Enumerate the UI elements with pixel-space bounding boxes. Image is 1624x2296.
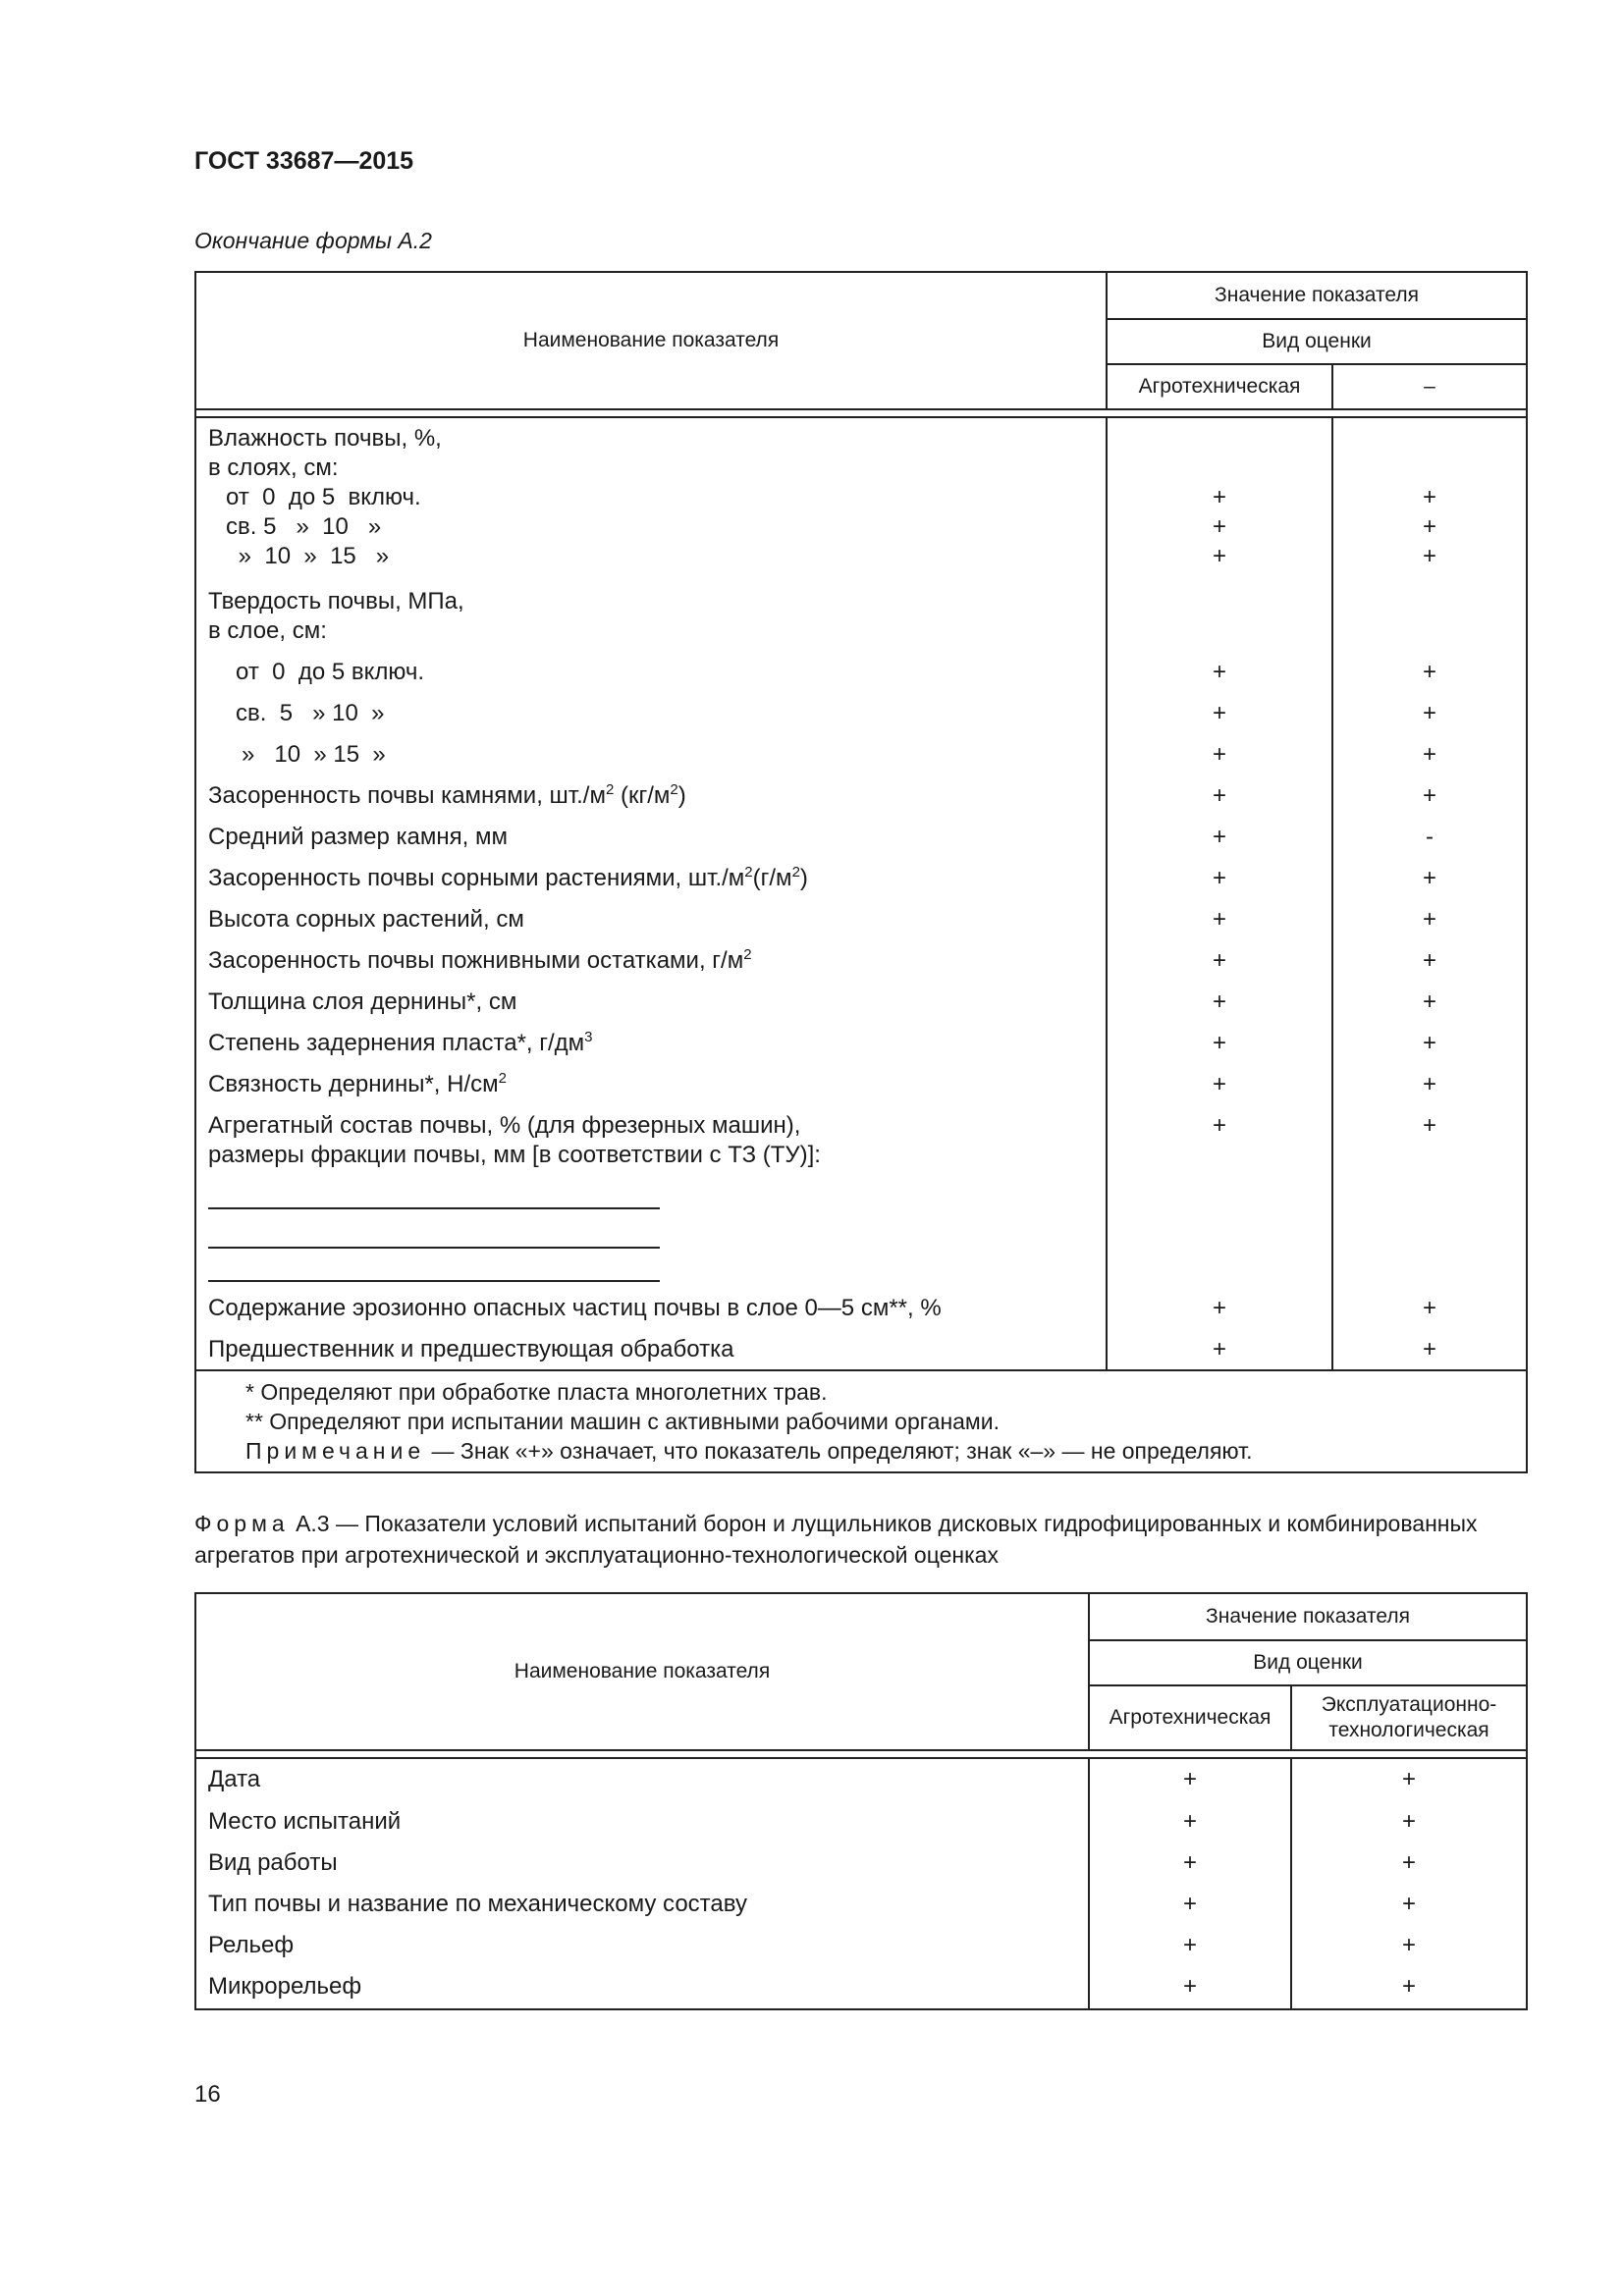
mark-agro: + (1107, 811, 1332, 852)
mark-agro: + (1107, 646, 1332, 687)
col-header-agro: Агротехническая (1107, 364, 1332, 409)
table-row (195, 1964, 1527, 2009)
row-label: Дата (208, 1766, 261, 1792)
col-header-name: Наименование показателя (195, 1593, 1089, 1750)
document-code: ГОСТ 33687—2015 (194, 147, 414, 175)
mark-agro: + (1107, 893, 1332, 934)
mark-other: - (1426, 824, 1434, 850)
mark-agro: + (1107, 687, 1332, 728)
mark-exploit: + (1402, 1849, 1417, 1876)
row-label: Агрегатный состав почвы, % (для фрезерных машин), (208, 1112, 801, 1139)
table-row (195, 852, 1527, 893)
row-label: Место испытаний (208, 1808, 402, 1835)
table-row (195, 1799, 1527, 1841)
footnote: * Определяют при обработке пласта многолетних трав. (245, 1379, 828, 1405)
row-label: Засоренность почвы пожнивными остатками, $г/м^2$ (208, 946, 752, 974)
mark-agro: + (1107, 1058, 1332, 1099)
table-row (195, 687, 1527, 728)
row-label: от 0 до 5 включ. (236, 659, 425, 685)
mark-agro: + (1107, 1017, 1332, 1058)
row-label: Засоренность почвы сорными растениями, $шт./м^2(г/м^2)$ (208, 864, 808, 891)
mark-other: + (1423, 947, 1437, 974)
form-a2-table (194, 271, 1528, 1473)
row-label: Микрорельеф (208, 1973, 362, 2000)
mark-agro: + (1089, 1841, 1291, 1882)
mark-agro: + (1089, 1964, 1291, 2009)
mark-other: + (1423, 659, 1437, 685)
row-label: Содержание эрозионно опасных частиц почвы в слое 0—5 см**, % (208, 1295, 942, 1321)
table-row (195, 417, 1527, 483)
mark-agro: + (1107, 728, 1332, 770)
col-header-kind: Вид оценки (1089, 1640, 1527, 1685)
mark-agro: + (1212, 513, 1226, 540)
row-label: Твердость почвы, МПа, (208, 588, 464, 614)
mark-exploit: + (1402, 1766, 1417, 1792)
row-label: Степень задернения пласта*, $г/дм^3$ (208, 1029, 593, 1056)
row-label: Средний размер камня, мм (208, 824, 508, 850)
table-row (195, 934, 1527, 976)
table-row (195, 1017, 1527, 1058)
row-label: в слое, см: (208, 617, 327, 644)
row-label: в слоях, см: (208, 454, 339, 481)
mark-exploit: + (1402, 1973, 1417, 2000)
form-caption-text: А.3 — Показатели условий испытаний борон и лущильников дисковых гидрофицированных и комбинированных агрегатов при агротехнической и эксплуатационно-технологической оценках (194, 1511, 1478, 1568)
form-continuation-caption: Окончание формы А.2 (194, 228, 432, 253)
mark-other: + (1423, 1112, 1437, 1139)
mark-agro: + (1212, 543, 1226, 569)
table-row (195, 1323, 1527, 1370)
blank-line (208, 1249, 660, 1282)
row-label: размеры фракции почвы, мм [в соответствии с ТЗ (ТУ)]: (208, 1142, 821, 1168)
col-header-dash: – (1332, 364, 1527, 409)
mark-other: + (1423, 1295, 1437, 1321)
mark-agro: + (1089, 1758, 1291, 1799)
mark-agro: + (1107, 852, 1332, 893)
note-text: — Знак «+» означает, что показатель определяют; знак «–» — не определяют. (425, 1438, 1253, 1464)
mark-exploit: + (1402, 1932, 1417, 1958)
form-a3-table (194, 1592, 1528, 2010)
mark-other: + (1423, 484, 1437, 510)
mark-other: + (1423, 865, 1437, 891)
col-header-agro: Агротехническая (1089, 1685, 1291, 1750)
table-note (245, 1436, 1526, 1466)
row-label: от 0 до 5 включ. (226, 484, 421, 510)
mark-agro: + (1107, 770, 1332, 811)
mark-agro: + (1107, 934, 1332, 976)
mark-other: + (1423, 1030, 1437, 1056)
table-row (195, 483, 1527, 571)
row-label: Засоренность почвы камнями, $шт./м^2$ $(кг/м^2)$ (208, 781, 686, 809)
col-header-value: Значение показателя (1107, 272, 1527, 319)
table-row (195, 571, 1527, 646)
table-row (195, 770, 1527, 811)
footnote: ** Определяют при испытании машин с активными рабочими органами. (245, 1409, 1000, 1434)
row-label: Рельеф (208, 1932, 295, 1958)
note-label: Примечание (245, 1438, 426, 1464)
table-row (195, 1758, 1527, 1799)
mark-other: + (1423, 543, 1437, 569)
row-label: Тип почвы и название по механическому составу (208, 1891, 747, 1917)
col-header-name: Наименование показателя (195, 272, 1107, 409)
mark-agro: + (1089, 1799, 1291, 1841)
mark-agro: + (1107, 1282, 1332, 1323)
mark-agro: + (1089, 1923, 1291, 1964)
row-label: Предшественник и предшествующая обработка (208, 1336, 734, 1362)
page-number: 16 (194, 2081, 221, 2108)
row-label: Влажность почвы, %, (208, 425, 442, 452)
table-row (195, 728, 1527, 770)
row-label: Связность дернины*, $Н/см^2$ (208, 1070, 507, 1097)
table-row (195, 646, 1527, 687)
mark-other: + (1423, 988, 1437, 1015)
col-header-value: Значение показателя (1089, 1593, 1527, 1640)
table-row (195, 1882, 1527, 1923)
row-label: св. 5 » 10 » (226, 513, 382, 540)
mark-agro: + (1089, 1882, 1291, 1923)
table-row (195, 893, 1527, 934)
col-header-exploit: Эксплуатационно- технологическая (1291, 1685, 1527, 1750)
mark-agro: + (1107, 1323, 1332, 1370)
mark-agro: + (1212, 484, 1226, 510)
row-label: » 10 » 15 » (232, 543, 390, 569)
mark-other: + (1423, 782, 1437, 809)
table-row (195, 976, 1527, 1017)
row-label: Высота сорных растений, см (208, 906, 524, 933)
table-row (195, 811, 1527, 852)
mark-exploit: + (1402, 1891, 1417, 1917)
mark-other: + (1423, 700, 1437, 726)
row-label: Вид работы (208, 1849, 338, 1876)
mark-other: + (1423, 906, 1437, 933)
mark-other: + (1423, 513, 1437, 540)
mark-exploit: + (1402, 1808, 1417, 1835)
row-label: Толщина слоя дернины*, см (208, 988, 517, 1015)
mark-other: + (1423, 741, 1437, 768)
mark-other: + (1423, 1071, 1437, 1097)
mark-other: + (1423, 1336, 1437, 1362)
blank-line (208, 1209, 660, 1249)
row-label: св. 5 » 10 » (236, 700, 385, 726)
form-label: Форма (194, 1511, 290, 1536)
form-a3-caption (194, 1508, 1526, 1571)
table-row (195, 1058, 1527, 1099)
mark-agro: + (1107, 976, 1332, 1017)
table-row (195, 1923, 1527, 1964)
table-row (195, 1099, 1527, 1282)
table-footnotes (195, 1370, 1527, 1472)
table-row (195, 1282, 1527, 1323)
table-row (195, 1841, 1527, 1882)
blank-line (208, 1170, 660, 1209)
col-header-kind: Вид оценки (1107, 319, 1527, 364)
mark-agro: + (1107, 1099, 1332, 1282)
row-label: » 10 » 15 » (242, 741, 386, 768)
